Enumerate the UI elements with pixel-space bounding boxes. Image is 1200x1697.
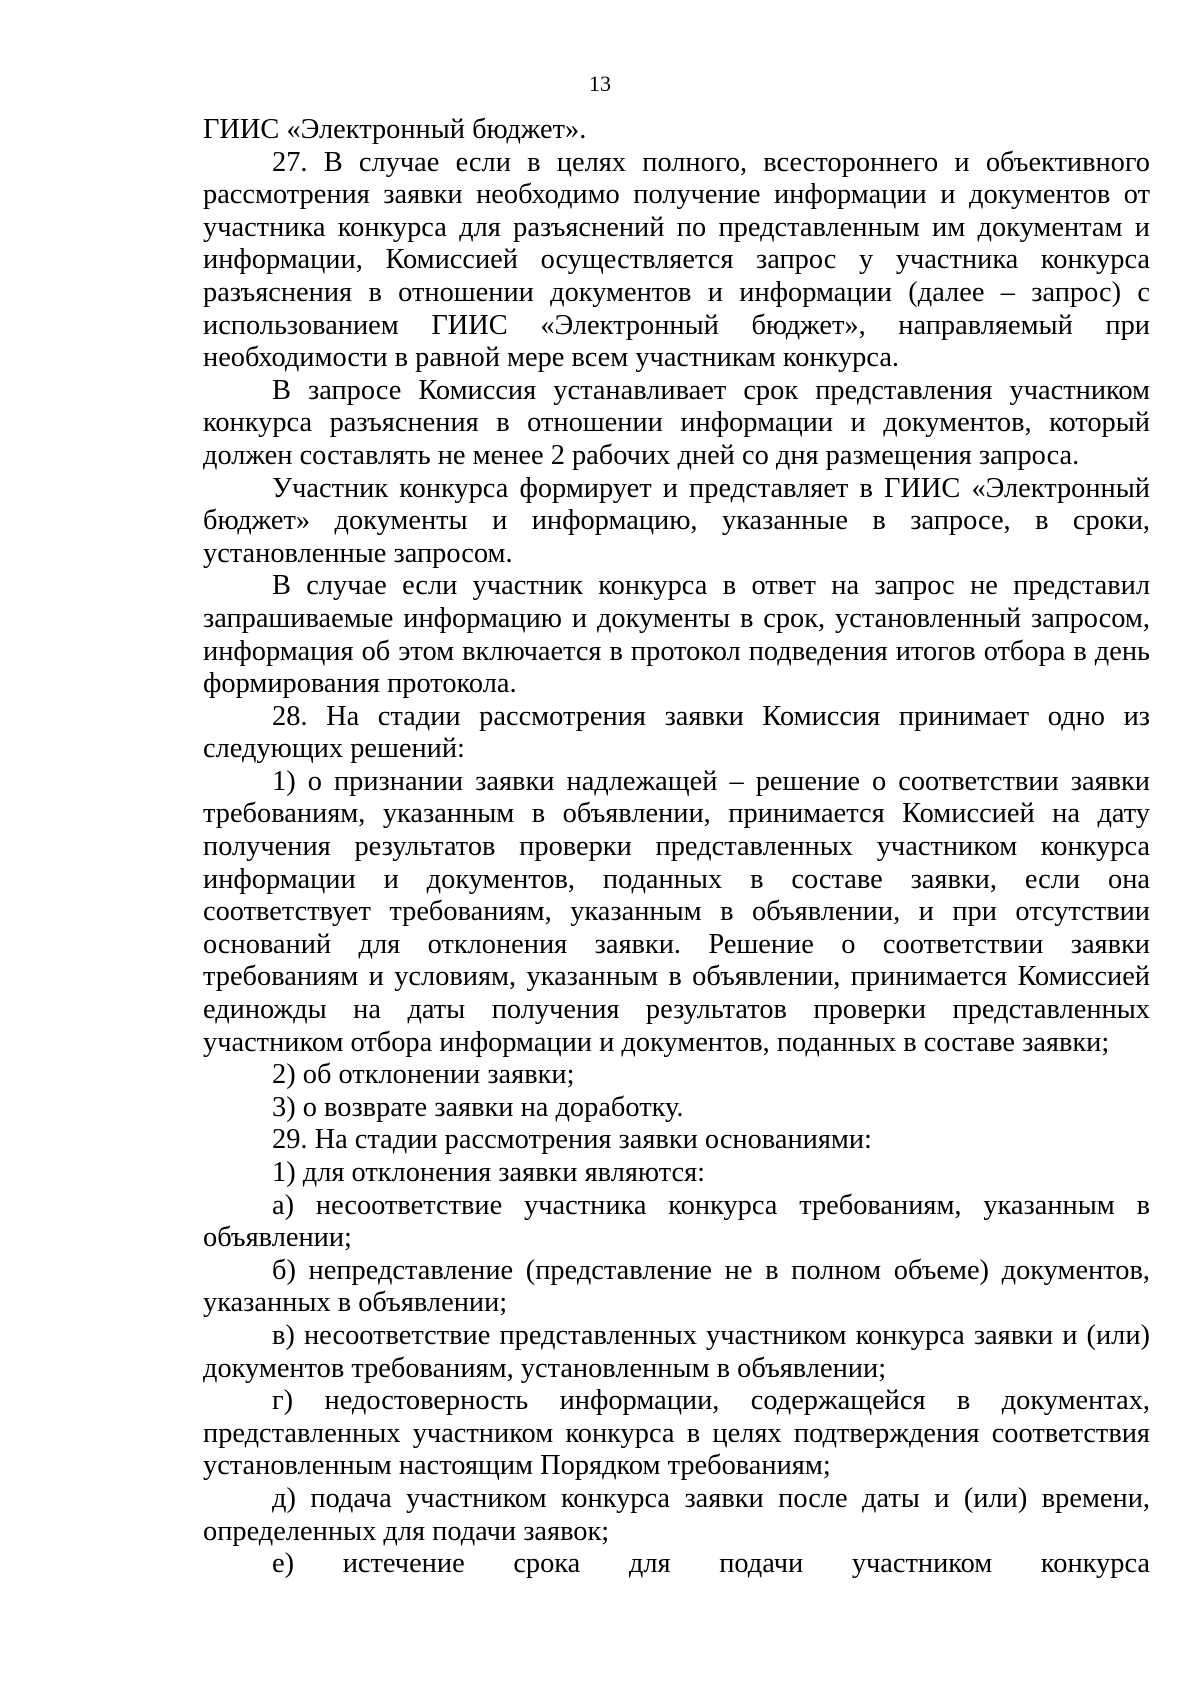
document-body	[203, 114, 1150, 1581]
paragraph: а) несоответствие участника конкурса требованиям, указанным в объявлении;	[203, 1189, 1150, 1254]
paragraph: ГИИС «Электронный бюджет».	[203, 114, 587, 145]
paragraph: В запросе Комиссия устанавливает срок представления участником конкурса разъяснения в отношении информации и документов, который должен составлять не менее 2 рабочих дней со дня размещения запроса.	[203, 374, 1150, 471]
paragraph: 28. На стадии рассмотрения заявки Комиссия принимает одно из следующих решений:	[203, 700, 1150, 765]
paragraph: 1) для отклонения заявки являются:	[272, 1157, 706, 1188]
paragraph: д) подача участником конкурса заявки после даты и (или) времени, определенных для подачи заявок;	[203, 1482, 1150, 1547]
paragraph: Участник конкурса формирует и представляет в ГИИС «Электронный бюджет» документы и информацию, указанные в запросе, в сроки, установленные запросом.	[203, 472, 1150, 569]
paragraph: в) несоответствие представленных участником конкурса заявки и (или) документов требованиям, установленным в объявлении;	[203, 1319, 1150, 1384]
paragraph: В случае если участник конкурса в ответ на запрос не представил запрашиваемые информацию и документы в срок, установленный запросом, информация об этом включается в протокол подведения итогов отбора в день формирования протокола.	[203, 570, 1150, 700]
paragraph: б) непредставление (представление не в полном объеме) документов, указанных в объявлении;	[203, 1254, 1150, 1319]
page-number: 13	[589, 71, 611, 96]
paragraph: 1) о признании заявки надлежащей – решение о соответствии заявки требованиям, указанным в объявлении, принимается Комиссией на дату получения результатов проверки представленных участником конкурса информации и документов, поданных в составе заявки, если она соответствует требованиям, указанным в объявлении, и при отсутствии оснований для отклонения заявки. Решение о соответствии заявки требованиям и условиям, указанным в объявлении, принимается Комиссией единожды на даты получения результатов проверки представленных участником отбора информации и документов, поданных в составе заявки;	[203, 765, 1150, 1058]
paragraph: 3) о возврате заявки на доработку.	[272, 1091, 684, 1123]
paragraph: г) недостоверность информации, содержащейся в документах, представленных участником конкурса в целях подтверждения соответствия установленным настоящим Порядком требованиям;	[203, 1385, 1150, 1482]
paragraph: 2) об отклонении заявки;	[272, 1059, 575, 1091]
paragraph: 27. В случае если в целях полного, всестороннего и объективного рассмотрения заявки необходимо получение информации и документов от участника конкурса для разъяснений по представленным им документам и информации, Комиссией осуществляется запрос у участника конкурса разъяснения в отношении документов и информации (далее – запрос) с использованием ГИИС «Электронный бюджет», направляемый при необходимости в равной мере всем участникам конкурса.	[203, 146, 1150, 374]
paragraph: 29. На стадии рассмотрения заявки основаниями:	[272, 1124, 872, 1156]
paragraph: е) истечение срока для подачи участником конкурса	[272, 1548, 1150, 1580]
